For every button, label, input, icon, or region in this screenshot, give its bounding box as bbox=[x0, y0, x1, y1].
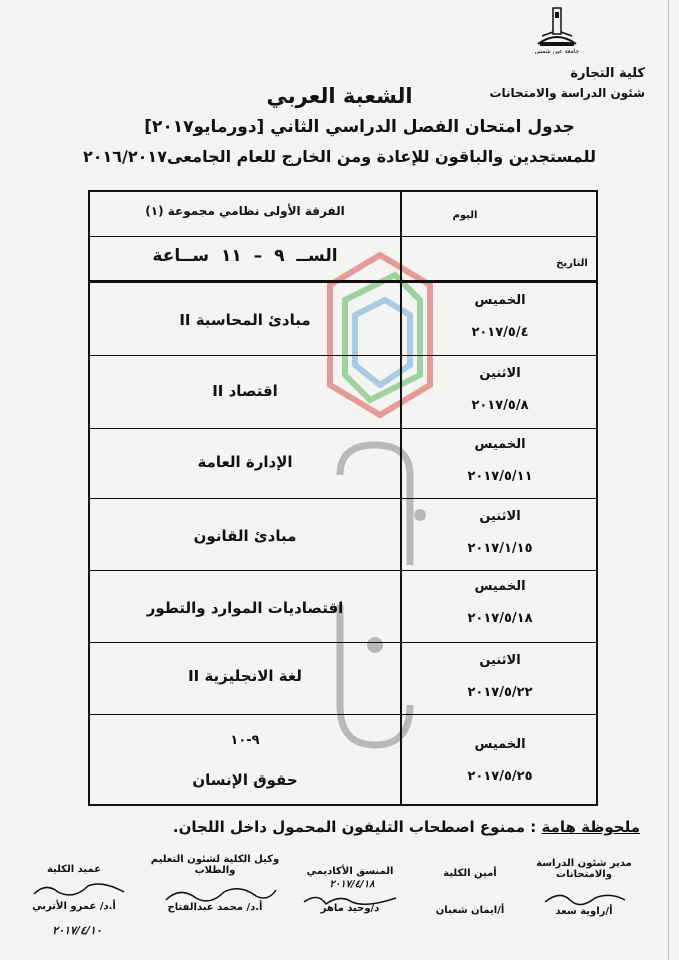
faculty-name: كلية التجارة bbox=[570, 66, 645, 81]
table-row bbox=[90, 499, 596, 571]
row-subject: مبادئ القانون bbox=[193, 527, 297, 545]
schedule-subtitle: للمستجدين والباقون للإعادة ومن الخارج للعام الجامعى٢٠١٦/٢٠١٧ bbox=[82, 147, 597, 166]
row-subject: اقتصاد II bbox=[212, 382, 278, 400]
row-day: الخميس bbox=[474, 579, 526, 594]
signature-title: عميد الكلية bbox=[46, 864, 102, 875]
row-date: ٢٠١٧/١/١٥ bbox=[467, 541, 533, 556]
note-label: ملحوظة هامة bbox=[541, 818, 640, 836]
table-row bbox=[90, 429, 596, 501]
schedule-title: جدول امتحان الفصل الدراسي الثاني [دورمايو٢٠١٧] bbox=[144, 117, 575, 137]
signature-title: وكيل الكلية لشئون التعليم والطلاب bbox=[150, 854, 280, 876]
note-text: : ممنوع اصطحاب التليفون المحمول داخل اللجان. bbox=[172, 818, 537, 836]
signature-scribble bbox=[540, 888, 630, 908]
row-day: الاثنين bbox=[479, 509, 521, 524]
table-row bbox=[90, 283, 596, 355]
row-day: الخميس bbox=[474, 293, 526, 308]
row-date: ٢٠١٧/٥/٢٥ bbox=[467, 769, 533, 784]
row-date: ٢٠١٧/٥/٨ bbox=[471, 398, 529, 413]
table-row bbox=[90, 356, 596, 428]
row-subject: الإدارة العامة bbox=[197, 453, 293, 471]
signature-name: أ.د/ محمد عبدالفتاح bbox=[167, 902, 263, 913]
row-day: الاثنين bbox=[479, 653, 521, 668]
table-row bbox=[90, 571, 596, 643]
university-logo bbox=[534, 6, 580, 54]
signature-scribble bbox=[160, 882, 280, 908]
row-date: ٢٠١٧/٥/٤ bbox=[471, 325, 529, 340]
signature-title: المنسق الأكاديمي bbox=[306, 866, 394, 877]
group-header: الفرقة الأولى نظامي مجموعة (١) bbox=[145, 204, 345, 218]
row-date: ٢٠١٧/٥/١١ bbox=[467, 469, 533, 484]
table-row bbox=[90, 643, 596, 715]
signature-college-secretary bbox=[420, 868, 520, 916]
row-time-note: ٩-١٠ bbox=[230, 733, 260, 748]
department-name: شئون الدراسة والامتحانات bbox=[489, 86, 645, 100]
signature-title: أمين الكلية bbox=[443, 868, 497, 879]
signature-name: أ/ايمان شعبان bbox=[435, 905, 505, 916]
handwritten-date-dean: ٢٠١٧/٤/١٠ bbox=[52, 924, 102, 937]
row-subject: مبادئ المحاسبة II bbox=[179, 311, 311, 329]
signature-name: د/وحيد ماهر bbox=[320, 903, 380, 914]
row-divider bbox=[90, 236, 596, 237]
row-date: ٢٠١٧/٥/١٨ bbox=[467, 611, 533, 626]
section-title: الشعبة العربي bbox=[266, 84, 413, 108]
row-day: الخميس bbox=[474, 737, 526, 752]
signature-scribble bbox=[30, 878, 130, 902]
row-subject: حقوق الإنسان bbox=[192, 771, 298, 789]
row-day: الخميس bbox=[474, 437, 526, 452]
row-day: الاثنين bbox=[479, 366, 521, 381]
scan-edge bbox=[668, 0, 669, 960]
row-subject: لغة الانجليزية II bbox=[188, 667, 302, 685]
handwritten-date-coordinator: ٢٠١٧/٤/١٨ bbox=[329, 879, 375, 890]
row-date: ٢٠١٧/٥/٢٢ bbox=[467, 685, 533, 700]
exam-schedule-table bbox=[88, 190, 598, 806]
svg-text:جامعة عين شمس: جامعة عين شمس bbox=[534, 48, 580, 54]
signature-name: أ.د/ عمرو الأتربي bbox=[32, 901, 116, 912]
signature-title: مدير شئون الدراسة والامتحانات bbox=[536, 858, 632, 880]
important-note bbox=[40, 818, 640, 836]
exam-time-header: الســ ٩ – ١١ ســاعة bbox=[152, 246, 338, 266]
signature-name: أ/راوية سعد bbox=[555, 906, 613, 917]
table-row bbox=[90, 715, 596, 805]
signature-scribble bbox=[300, 890, 400, 910]
date-column-header: التاريخ bbox=[556, 258, 588, 269]
row-subject: اقتصاديات الموارد والتطور bbox=[146, 599, 344, 617]
day-column-header: اليوم bbox=[452, 210, 478, 221]
